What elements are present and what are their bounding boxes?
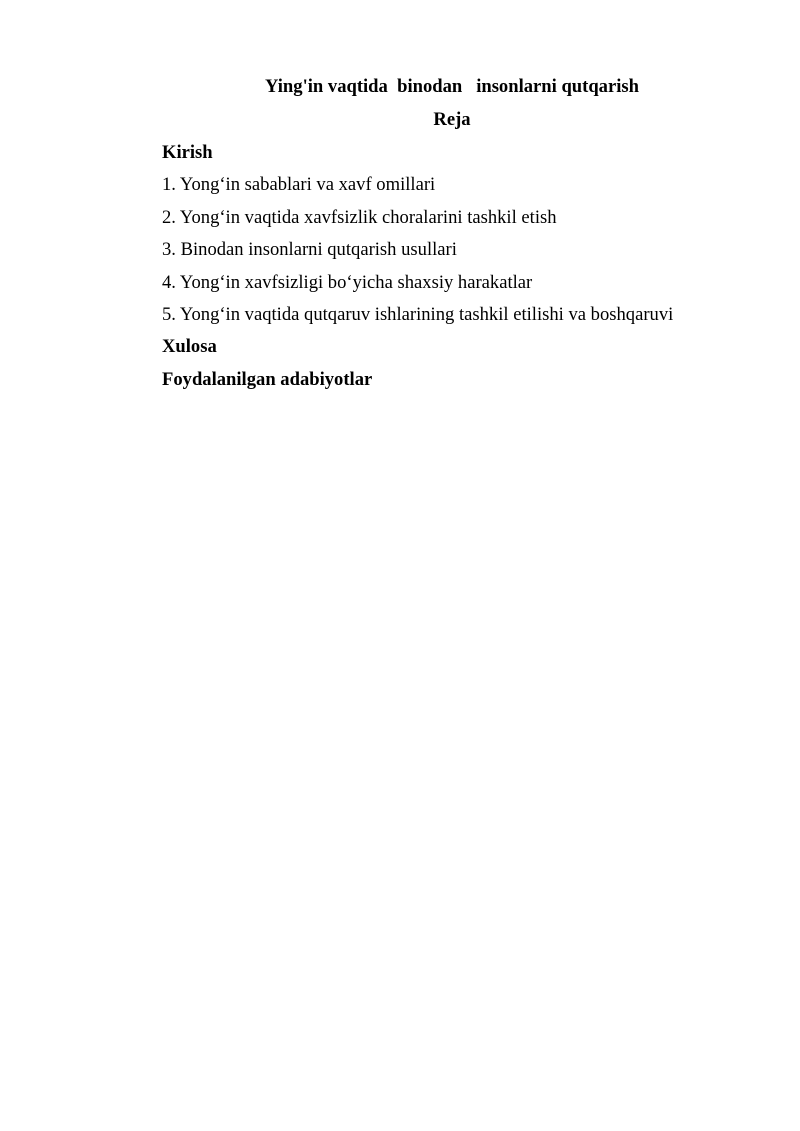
conclusion-heading: Xulosa — [162, 336, 217, 358]
plan-item-2: 2. Yong‘in vaqtida xavfsizlik choralarini tashkil etish — [162, 206, 557, 228]
references-heading: Foydalanilgan adabiyotlar — [162, 368, 373, 390]
plan-item-5: 5. Yong‘in vaqtida qutqaruv ishlarining tashkil etilishi va boshqaruvi — [162, 303, 674, 325]
document-title: Ying'in vaqtida binodan insonlarni qutqarish — [265, 76, 639, 97]
intro-heading: Kirish — [162, 142, 213, 163]
plan-list — [162, 142, 762, 401]
plan-heading: Reja — [433, 109, 471, 130]
plan-item-1: 1. Yong‘in sabablari va xavf omillari — [162, 174, 436, 196]
plan-item-4: 4. Yong‘in xavfsizligi bo‘yicha shaxsiy harakatlar — [162, 271, 533, 293]
plan-item-3: 3. Binodan insonlarni qutqarish usullari — [162, 239, 457, 261]
